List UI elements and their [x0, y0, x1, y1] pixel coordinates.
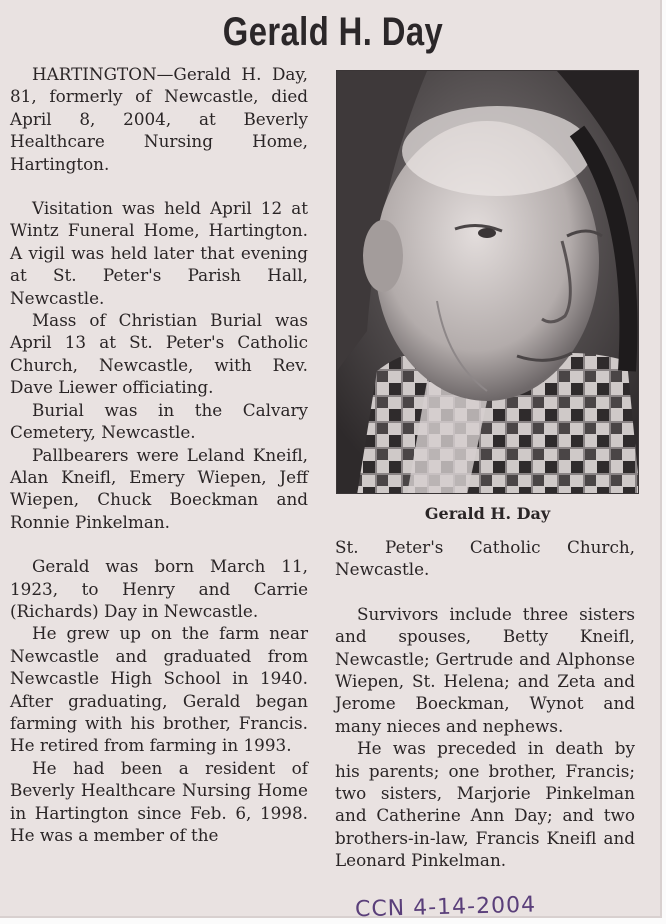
paragraph: Gerald was born March 11, 1923, to Henry and Carrie (Richards) Day in Newcastle.: [10, 556, 308, 621]
paragraph: He was preceded in death by his parents; one brother, Francis; two sisters, Marjorie Pinkelman and Catherine Ann Day; and two brothers-in-law, Francis Kneifl and Leonard Pinkelman.: [335, 738, 635, 871]
paragraph: Survivors include three sisters and spouses, Betty Kneifl, Newcastle; Gertrude and Alphonse Wiepen, St. Helena; and Zeta and Jerome Boeckman, Wynot and many nieces and nephews.: [335, 603, 635, 736]
photo-caption: Gerald H. Day: [424, 504, 551, 523]
left-text-column: [10, 63, 308, 846]
paragraph: Burial was in the Calvary Cemetery, Newcastle.: [10, 399, 308, 443]
paragraph: Visitation was held April 12 at Wintz Funeral Home, Hartington. A vigil was held later that evening at St. Peter's Parish Hall, Newcastle.: [10, 198, 308, 308]
portrait-image: [337, 71, 639, 494]
obituary-headline: Gerald H. Day: [222, 10, 444, 54]
portrait-photo: [336, 70, 639, 494]
paragraph: St. Peter's Catholic Church, Newcastle.: [335, 537, 635, 580]
paragraph: Pallbearers were Leland Kneifl, Alan Kneifl, Emery Wiepen, Jeff Wiepen, Chuck Boeckman and Ronnie Pinkelman.: [10, 444, 308, 532]
paragraph: HARTINGTON—Gerald H. Day, 81, formerly of Newcastle, died April 8, 2004, at Beverly Healthcare Nursing Home, Hartington.: [10, 64, 308, 174]
paragraph: He had been a resident of Beverly Healthcare Nursing Home in Hartington since Feb. 6, 1998. He was a member of the: [10, 757, 308, 845]
paragraph: Mass of Christian Burial was April 13 at St. Peter's Catholic Church, Newcastle, with Rev. Dave Liewer officiating.: [10, 310, 308, 398]
right-text-column: [335, 536, 635, 872]
paragraph: He grew up on the farm near Newcastle and graduated from Newcastle High School in 1940. After graduating, Gerald began farming with his brother, Francis. He retired from farming in 1993.: [10, 623, 308, 756]
handwritten-note: CCN 4-14-2004: [354, 892, 537, 923]
